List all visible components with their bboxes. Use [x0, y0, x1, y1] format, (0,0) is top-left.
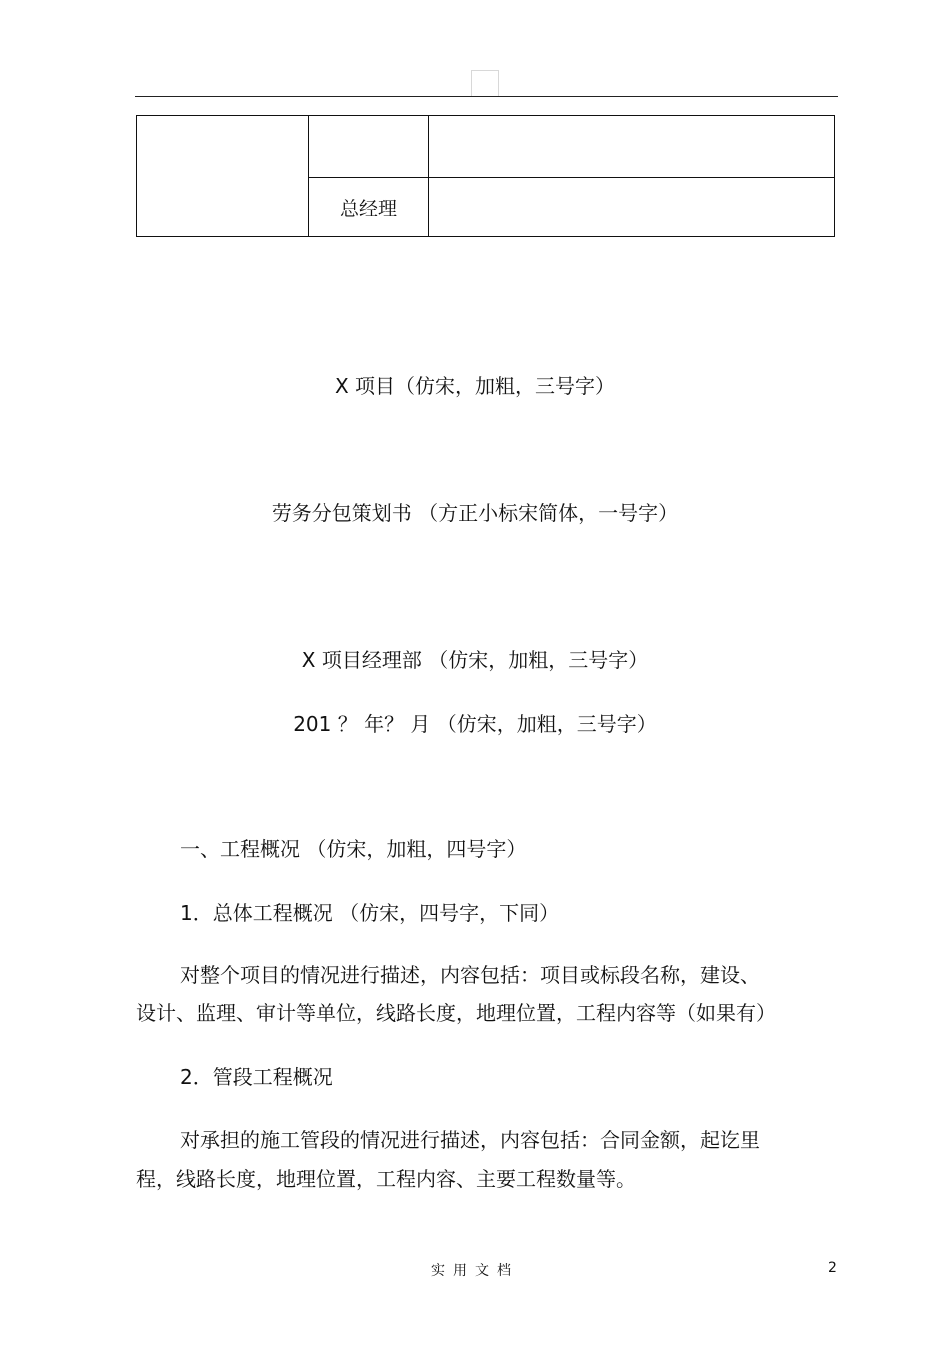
header-rule [135, 96, 838, 97]
table-cell-general-manager: 总经理 [309, 178, 429, 237]
table-cell-empty [429, 116, 835, 178]
approval-table [136, 115, 835, 237]
paragraph-2-line-2: 程，线路长度，地理位置，工程内容、主要工程数量等。 [136, 1167, 636, 1191]
cover-department: X 项目经理部 （仿宋，加粗，三号字） [301, 648, 649, 672]
paragraph-2-line-1: 对承担的施工管段的情况进行描述，内容包括：合同金额，起讫里 [180, 1128, 760, 1152]
paragraph-1-line-1: 对整个项目的情况进行描述，内容包括：项目或标段名称，建设、 [180, 963, 760, 987]
subheading-2: 2．管段工程概况 [180, 1065, 333, 1089]
table-cell-empty [309, 116, 429, 178]
footer-label: 实用文档 [431, 1263, 519, 1279]
subheading-1: 1．总体工程概况 （仿宋，四号字，下同） [180, 901, 560, 925]
table-cell-merged [137, 116, 309, 237]
header-mark [471, 70, 499, 97]
page-number: 2 [828, 1260, 837, 1276]
paragraph-1-line-2: 设计、监理、审计等单位，线路长度，地理位置，工程内容等（如果有） [136, 1001, 776, 1025]
section-heading: 一、工程概况 （仿宋，加粗，四号字） [180, 837, 527, 861]
cover-project-line: X 项目（仿宋，加粗，三号字） [334, 374, 616, 398]
table-cell-signature [429, 178, 835, 237]
cover-date: 201 ？ 年？ 月 （仿宋，加粗，三号字） [293, 712, 657, 736]
cover-title: 劳务分包策划书 （方正小标宋简体，一号字） [271, 501, 679, 525]
